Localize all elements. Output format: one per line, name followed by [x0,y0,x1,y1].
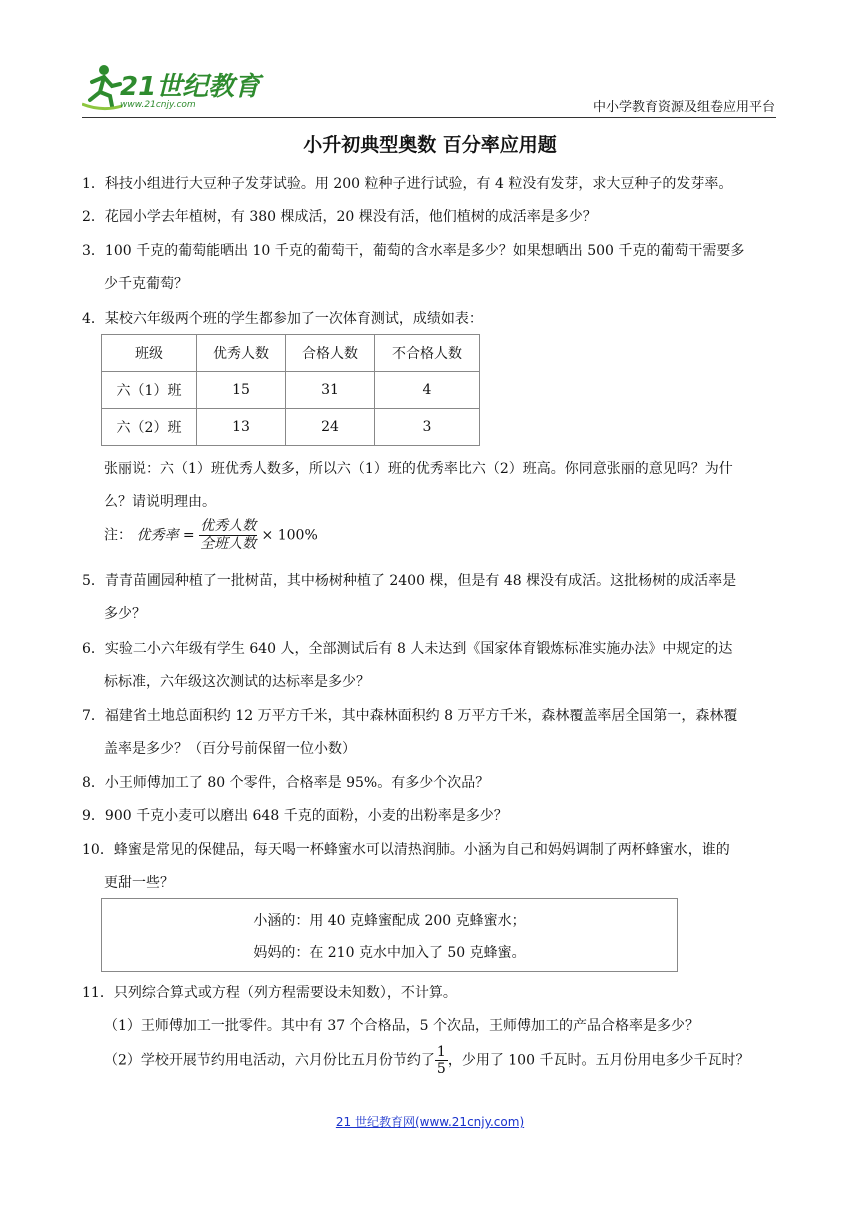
question-4-note [104,518,318,553]
table-row [102,372,480,409]
question-3-line-1: 3．100 千克的葡萄能晒出 10 千克的葡萄干，葡萄的含水率是多少？如果想晒出 500 千克的葡萄干需要多 [82,243,745,259]
question-4-comment-line-2: 么？请说明理由。 [104,494,216,510]
header-divider [82,117,776,118]
question-1: 1．科技小组进行大豆种子发芽试验。用 200 粒种子进行试验，有 4 粒没有发芽，求大豆种子的发芽率。 [82,176,733,192]
runner-icon [82,65,122,109]
table-cell: 3 [375,409,480,446]
table-cell: 13 [197,409,286,446]
question-7-line-2: 盖率是多少？（百分号前保留一位小数） [104,741,356,757]
note-prefix: 注： [104,527,132,544]
table-cell: 六（2）班 [102,409,197,446]
platform-name: 中小学教育资源及组卷应用平台 [592,100,775,115]
question-4: 4．某校六年级两个班的学生都参加了一次体育测试，成绩如表： [82,311,483,327]
fraction-denominator: 5 [436,1061,446,1077]
question-11-part-1: （1）王师傅加工一批零件。其中有 37 个合格品，5 个次品，王师傅加工的产品合格率是多少？ [104,1018,699,1034]
page-title: 小升初典型奥数 百分率应用题 [303,134,557,156]
one-fifth-fraction [435,1044,448,1077]
question-5-line-1: 5．青青苗圃园种植了一批树苗，其中杨树种植了 2400 棵，但是有 48 棵没有成活。这批杨树的成活率是 [82,573,737,589]
question-2: 2．花园小学去年植树，有 380 棵成活，20 棵没有活，他们植树的成活率是多少？ [82,209,597,225]
table-cell: 31 [286,372,375,409]
question-10-line-2: 更甜一些？ [104,875,174,891]
table-header-cell: 不合格人数 [375,335,480,372]
box-line-mom: 妈妈的：在 210 克水中加入了 50 克蜂蜜。 [253,945,526,961]
honey-water-box [101,898,678,972]
logo-text: 21世纪教育 [120,72,261,102]
note-fraction [199,518,257,553]
question-3-line-2: 少千克葡萄？ [104,276,188,292]
table-cell: 4 [375,372,480,409]
score-table [101,334,480,446]
question-11: 11．只列综合算式或方程（列方程需要设未知数），不计算。 [82,985,457,1001]
logo-url: www.21cnjy.com [120,100,196,110]
table-cell: 24 [286,409,375,446]
footer-link[interactable]: 21 世纪教育网(www.21cnjy.com) [335,1115,525,1129]
question-6-line-1: 6．实验二小六年级有学生 640 人，全部测试后有 8 人未达到《国家体育锻炼标准实施办法》中规定的达 [82,641,733,657]
table-cell: 六（1）班 [102,372,197,409]
fraction-numerator: 1 [436,1044,446,1060]
box-line-xiaohan: 小涵的：用 40 克蜂蜜配成 200 克蜂蜜水； [253,913,526,929]
fraction-numerator: 优秀人数 [200,518,257,534]
table-header-cell: 优秀人数 [197,335,286,372]
part-2-prefix: （2）学校开展节约用电活动，六月份比五月份节约了 [104,1052,435,1069]
question-6-line-2: 标标准，六年级这次测试的达标率是多少？ [104,674,370,690]
question-10-line-1: 10．蜂蜜是常见的保健品，每天喝一杯蜂蜜水可以清热润肺。小涵为自己和妈妈调制了两杯蜂蜜水，谁的 [82,842,730,858]
question-5-line-2: 多少？ [104,606,146,622]
table-header-row [102,335,480,372]
question-11-part-2 [104,1044,749,1077]
question-9: 9．900 千克小麦可以磨出 648 千克的面粉，小麦的出粉率是多少？ [82,808,508,824]
table-header-cell: 合格人数 [286,335,375,372]
note-formula-tail: × 100% [261,527,318,544]
note-formula-lhs: 优秀率 = [136,527,195,544]
question-4-comment-line-1: 张丽说：六（1）班优秀人数多，所以六（1）班的优秀率比六（2）班高。你同意张丽的意见吗？为什 [104,461,733,477]
table-header-cell: 班级 [102,335,197,372]
table-cell: 15 [197,372,286,409]
question-7-line-1: 7．福建省土地总面积约 12 万平方千米，其中森林面积约 8 万平方千米，森林覆盖率居全国第一，森林覆 [82,708,738,724]
question-8: 8．小王师傅加工了 80 个零件，合格率是 95%。有多少个次品？ [82,775,490,791]
table-row [102,409,480,446]
part-2-suffix: ，少用了 100 千瓦时。五月份用电多少千瓦时？ [447,1052,750,1069]
fraction-denominator: 全班人数 [200,536,257,552]
